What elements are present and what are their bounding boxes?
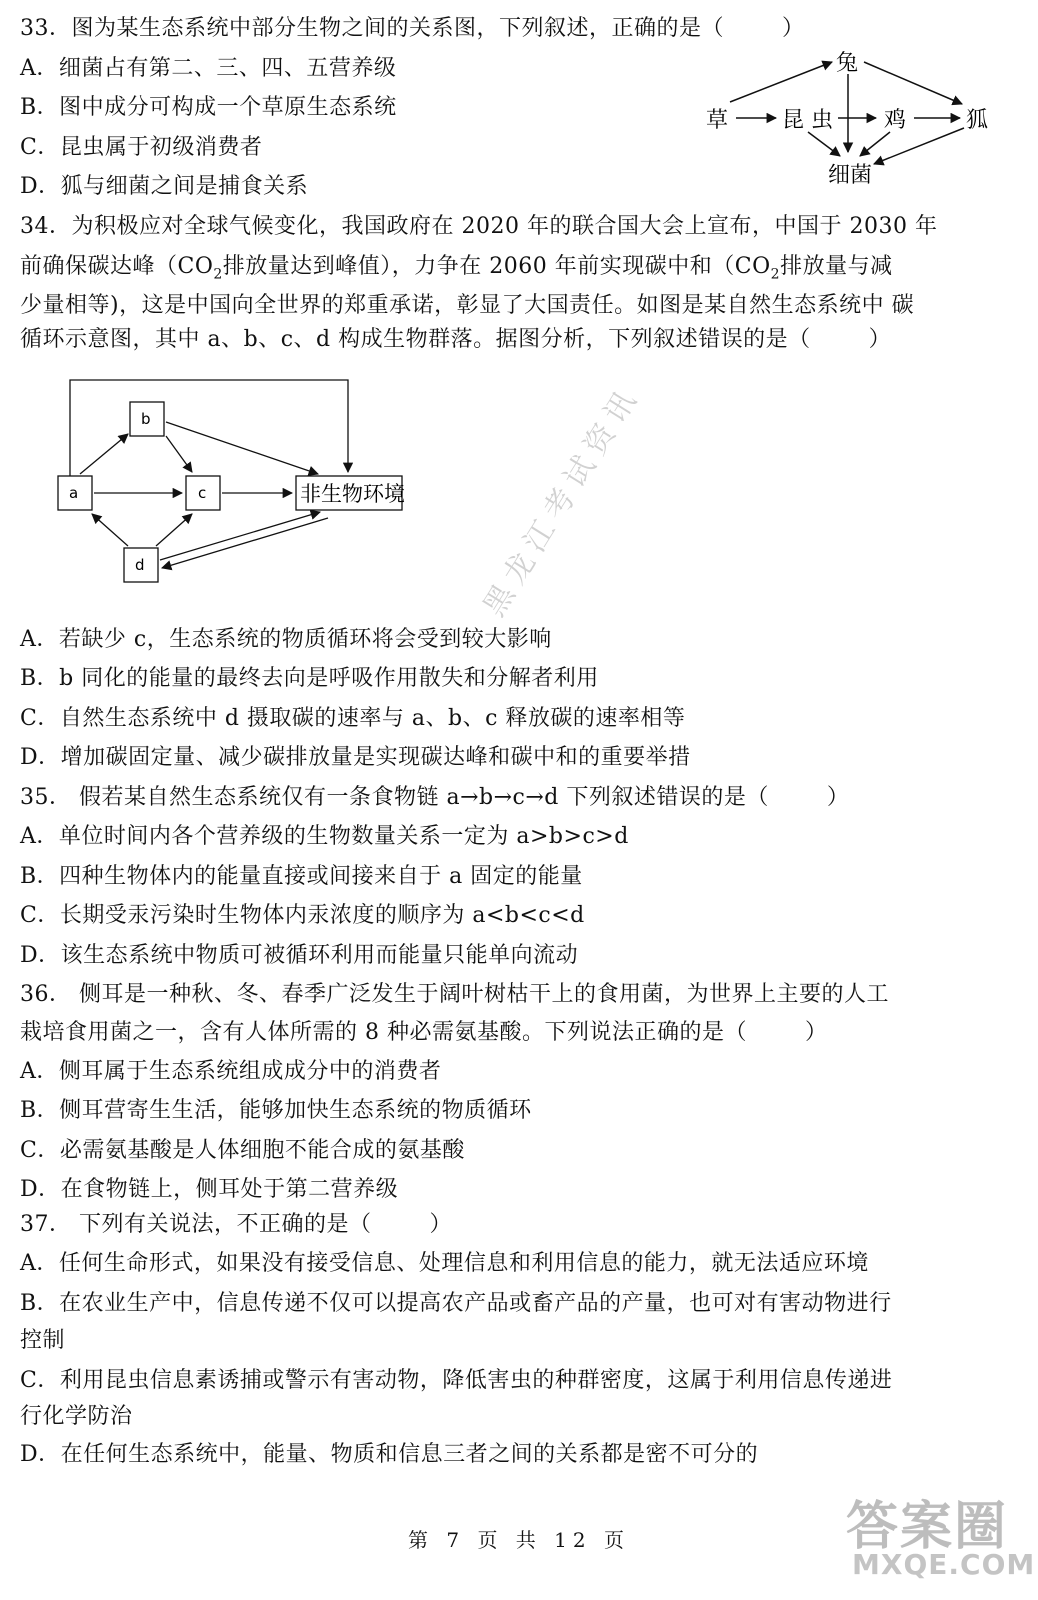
node-xijun: 细菌 [828,163,873,188]
q35-stem: 35． 假若某自然生态系统仅有一条食物链 a→b→c→d 下列叙述错误的是（ ） [20,785,850,810]
node-cao: 草 [706,108,729,133]
q36-line-1: 36． 侧耳是一种秋、冬、春季广泛发生于阔叶树枯干上的食用菌，为世界上主要的人工 [20,982,889,1007]
logo-top-text: 答案圈 [846,1497,1009,1557]
carbon-cycle-diagram [0,360,420,600]
q34-line-2: 前确保碳达峰（$CO_2$排放量达到峰值），力争在 2060 年前实现碳中和（$CO_2$排放量与减 [20,254,893,283]
q34-option-a: A．若缺少 c，生态系统的物质循环将会受到较大影响 [20,627,552,652]
q37-option-c: C．利用昆虫信息素诱捕或警示有害动物，降低害虫的种群密度，这属于利用信息传递进 [20,1368,893,1393]
q33-stem: 33．图为某生态系统中部分生物之间的关系图，下列叙述，正确的是（ ） [20,16,805,41]
node-ji: 鸡 [884,108,907,133]
q34-line-4: 循环示意图，其中 a、b、c、d 构成生物群落。据图分析，下列叙述错误的是（ ） [20,327,892,352]
q36-option-a: A．侧耳属于生态系统组成成分中的消费者 [20,1059,442,1084]
q34-option-c: C．自然生态系统中 d 摄取碳的速率与 a、b、c 释放碳的速率相等 [20,706,686,731]
node-kunchong: 昆 虫 [782,108,833,133]
q34-line-1: 34．为积极应对全球气候变化，我国政府在 2020 年的联合国大会上宣布，中国于 2030 年 [20,214,938,239]
label-b: b [141,410,151,428]
page-footer: 第 7 页 共 12 页 [408,1528,630,1552]
label-c: c [198,484,207,502]
q34-option-b: B．b 同化的能量的最终去向是呼吸作用散失和分解者利用 [20,666,599,691]
label-a: a [69,484,79,502]
label-d: d [135,556,145,574]
watermark: 黑龙江考试资讯 [476,378,648,623]
q33-option-d: D．狐与细菌之间是捕食关系 [20,174,309,199]
q35-option-c: C．长期受汞污染时生物体内汞浓度的顺序为 a<b<c<d [20,903,585,928]
q37-option-b-cont: 控制 [20,1328,66,1353]
node-tu: 兔 [836,51,859,76]
q34-line-3: 少量相等)，这是中国向全世界的郑重承诺，彰显了大国责任。如图是某自然生态系统中 碳 [20,293,915,318]
label-env: 非生物环境 [300,482,405,506]
q37-option-c-cont: 行化学防治 [20,1404,133,1429]
site-logo [846,1484,1036,1584]
q37-stem: 37． 下列有关说法，不正确的是（ ） [20,1212,453,1237]
q35-option-b: B．四种生物体内的能量直接或间接来自于 a 固定的能量 [20,864,583,889]
q36-option-d: D．在食物链上，侧耳处于第二营养级 [20,1177,399,1202]
q37-option-a: A．任何生命形式，如果没有接受信息、处理信息和利用信息的能力，就无法适应环境 [20,1251,869,1276]
q35-option-d: D．该生态系统中物质可被循环利用而能量只能单向流动 [20,943,579,968]
q36-option-c: C．必需氨基酸是人体细胞不能合成的氨基酸 [20,1138,465,1163]
logo-bottom-text: MXQE.COM [852,1548,1036,1581]
q37-option-d: D．在任何生态系统中，能量、物质和信息三者之间的关系都是密不可分的 [20,1442,759,1467]
q33-option-b: B．图中成分可构成一个草原生态系统 [20,95,397,120]
food-web-diagram [0,0,1038,200]
q36-option-b: B．侧耳营寄生生活，能够加快生态系统的物质循环 [20,1098,532,1123]
q36-line-2: 栽培食用菌之一，含有人体所需的 8 种必需氨基酸。下列说法正确的是（ ） [20,1020,828,1045]
q37-option-b: B．在农业生产中，信息传递不仅可以提高农产品或畜产品的产量，也可对有害动物进行 [20,1291,892,1316]
q35-option-a: A．单位时间内各个营养级的生物数量关系一定为 a>b>c>d [20,824,629,849]
q33-option-c: C．昆虫属于初级消费者 [20,135,263,160]
node-hu: 狐 [966,108,989,133]
q34-option-d: D．增加碳固定量、减少碳排放量是实现碳达峰和碳中和的重要举措 [20,745,691,770]
q33-option-a: A．细菌占有第二、三、四、五营养级 [20,56,397,81]
